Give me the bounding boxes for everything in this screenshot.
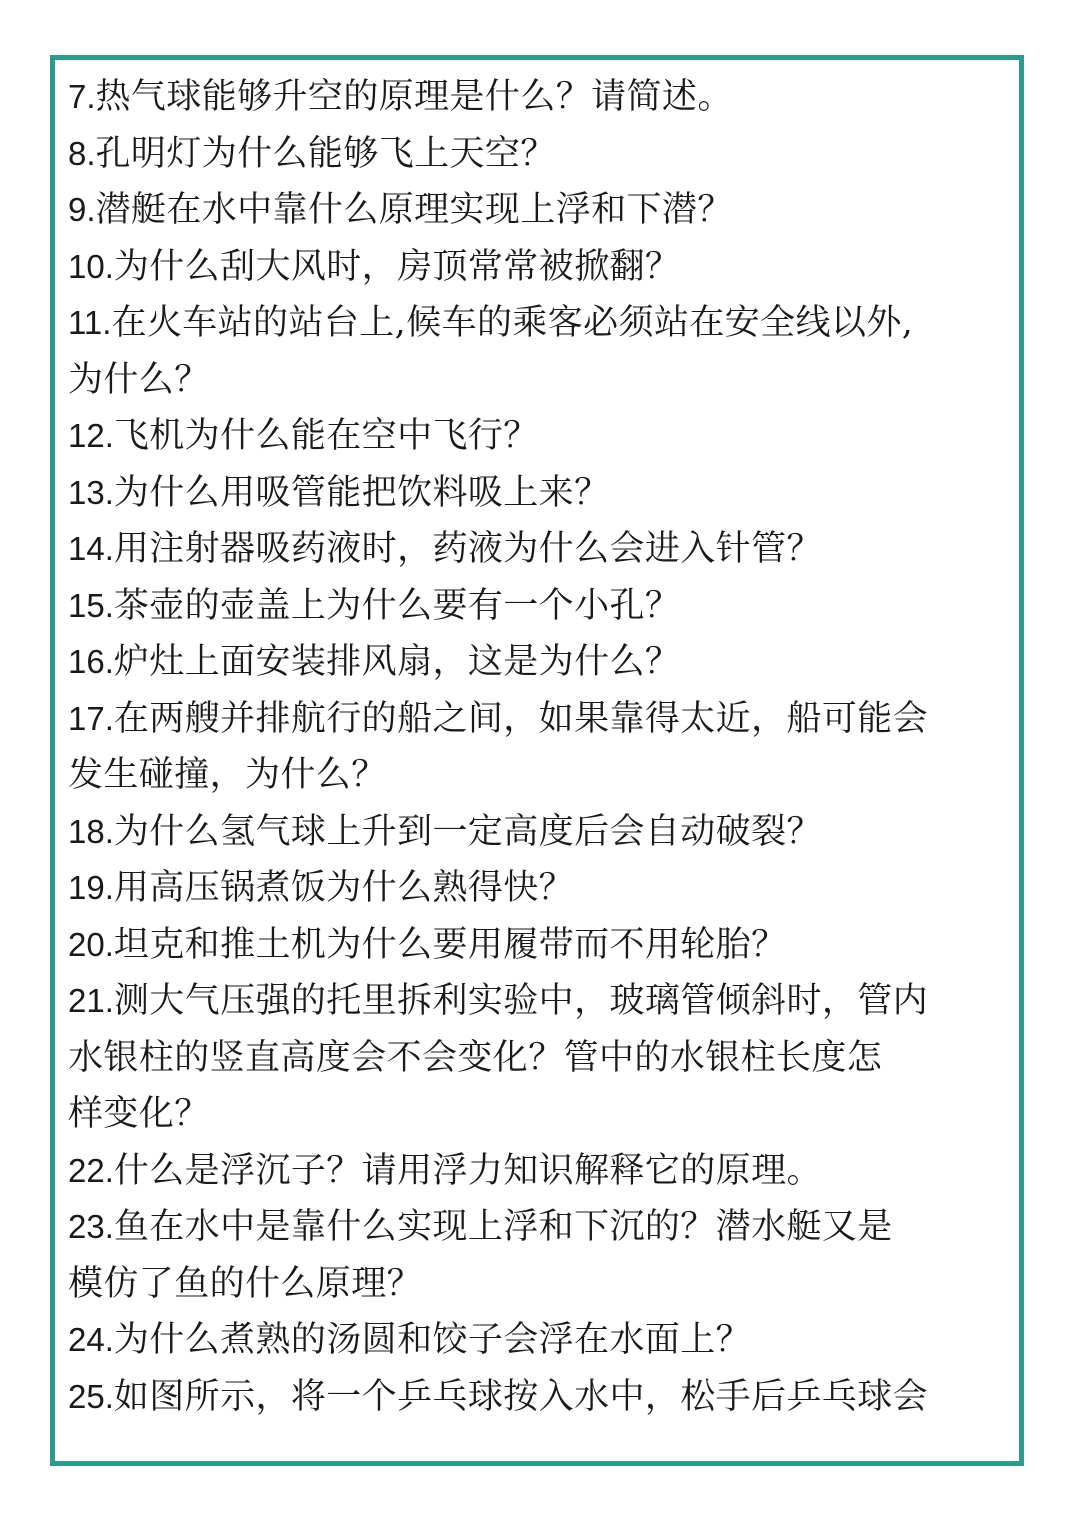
question-text: 坦克和推土机为什么要用履带而不用轮胎？	[113, 924, 787, 965]
question-text: 模仿了鱼的什么原理？	[68, 1263, 423, 1304]
question-text: 炉灶上面安装排风扇，这是为什么？	[113, 642, 681, 682]
question-text: 热气球能够升空的原理是什么？请简述。	[95, 77, 733, 117]
question-list	[68, 69, 1024, 1425]
question-number: 7.	[68, 78, 96, 115]
question-line	[68, 917, 1024, 974]
question-line	[68, 465, 1024, 522]
question-line	[68, 352, 1024, 409]
question-text: 鱼在水中是靠什么实现上浮和下沉的？潜水艇又是	[113, 1207, 893, 1247]
question-line	[68, 182, 1024, 239]
document-frame	[50, 55, 1024, 1466]
question-number: 15.	[68, 586, 114, 624]
question-text: 样变化？	[68, 1094, 210, 1134]
question-line	[68, 1312, 1024, 1369]
question-text: 什么是浮沉子？请用浮力知识解释它的原理。	[113, 1150, 822, 1191]
question-line	[68, 239, 1024, 296]
question-line	[68, 1199, 1024, 1256]
question-line	[68, 69, 1024, 126]
question-number: 25.	[68, 1377, 114, 1415]
question-line	[68, 747, 1024, 804]
question-number: 20.	[68, 925, 114, 963]
question-text: 测大气压强的托里拆利实验中，玻璃管倾斜时，管内	[113, 981, 929, 1021]
question-number: 9.	[68, 191, 96, 228]
question-line	[68, 1030, 1024, 1087]
question-number: 22.	[68, 1151, 114, 1189]
question-text: 为什么刮大风时，房顶常常被掀翻？	[113, 246, 681, 287]
question-line	[68, 860, 1024, 917]
question-text: 飞机为什么能在空中飞行？	[113, 416, 539, 456]
question-line	[68, 1143, 1024, 1200]
question-line	[68, 1086, 1024, 1143]
question-line	[68, 634, 1024, 691]
question-text: 在两艘并排航行的船之间，如果靠得太近，船可能会	[113, 698, 929, 739]
question-text: 为什么？	[68, 359, 210, 400]
question-number: 16.	[68, 643, 114, 680]
question-line	[68, 126, 1024, 183]
question-line	[68, 804, 1024, 861]
question-text: 发生碰撞，为什么？	[68, 755, 387, 795]
question-text: 用高压锅煮饭为什么熟得快？	[113, 868, 575, 908]
question-line	[68, 408, 1024, 465]
question-number: 11.	[68, 304, 112, 341]
question-line	[68, 295, 1024, 352]
question-text: 在火车站的站台上,候车的乘客必须站在安全线以外,	[111, 303, 914, 343]
question-number: 17.	[68, 699, 114, 737]
question-number: 24.	[68, 1321, 114, 1358]
question-text: 为什么氢气球上升到一定高度后会自动破裂？	[113, 811, 822, 852]
question-number: 14.	[68, 530, 114, 567]
question-text: 孔明灯为什么能够飞上天空？	[95, 133, 556, 174]
question-text: 如图所示，将一个乒乓球按入水中，松手后乒乓球会	[113, 1376, 929, 1417]
question-text: 茶壶的壶盖上为什么要有一个小孔？	[113, 585, 681, 626]
question-text: 潜艇在水中靠什么原理实现上浮和下潜？	[95, 190, 733, 230]
question-number: 8.	[68, 134, 96, 172]
question-text: 为什么煮熟的汤圆和饺子会浮在水面上？	[113, 1320, 752, 1360]
question-number: 23.	[68, 1208, 114, 1245]
question-text: 水银柱的竖直高度会不会变化？管中的水银柱长度怎	[68, 1037, 883, 1078]
question-line	[68, 521, 1024, 578]
question-line	[68, 1256, 1024, 1313]
question-text: 用注射器吸药液时，药液为什么会进入针管？	[113, 529, 822, 569]
question-text: 为什么用吸管能把饮料吸上来？	[113, 472, 610, 513]
question-number: 18.	[68, 812, 114, 850]
question-line	[68, 1369, 1024, 1426]
question-number: 13.	[68, 473, 114, 511]
question-line	[68, 578, 1024, 635]
question-number: 10.	[68, 247, 114, 285]
question-number: 12.	[68, 417, 114, 454]
question-line	[68, 691, 1024, 748]
question-number: 19.	[68, 869, 114, 906]
question-number: 21.	[68, 982, 114, 1019]
question-line	[68, 973, 1024, 1030]
